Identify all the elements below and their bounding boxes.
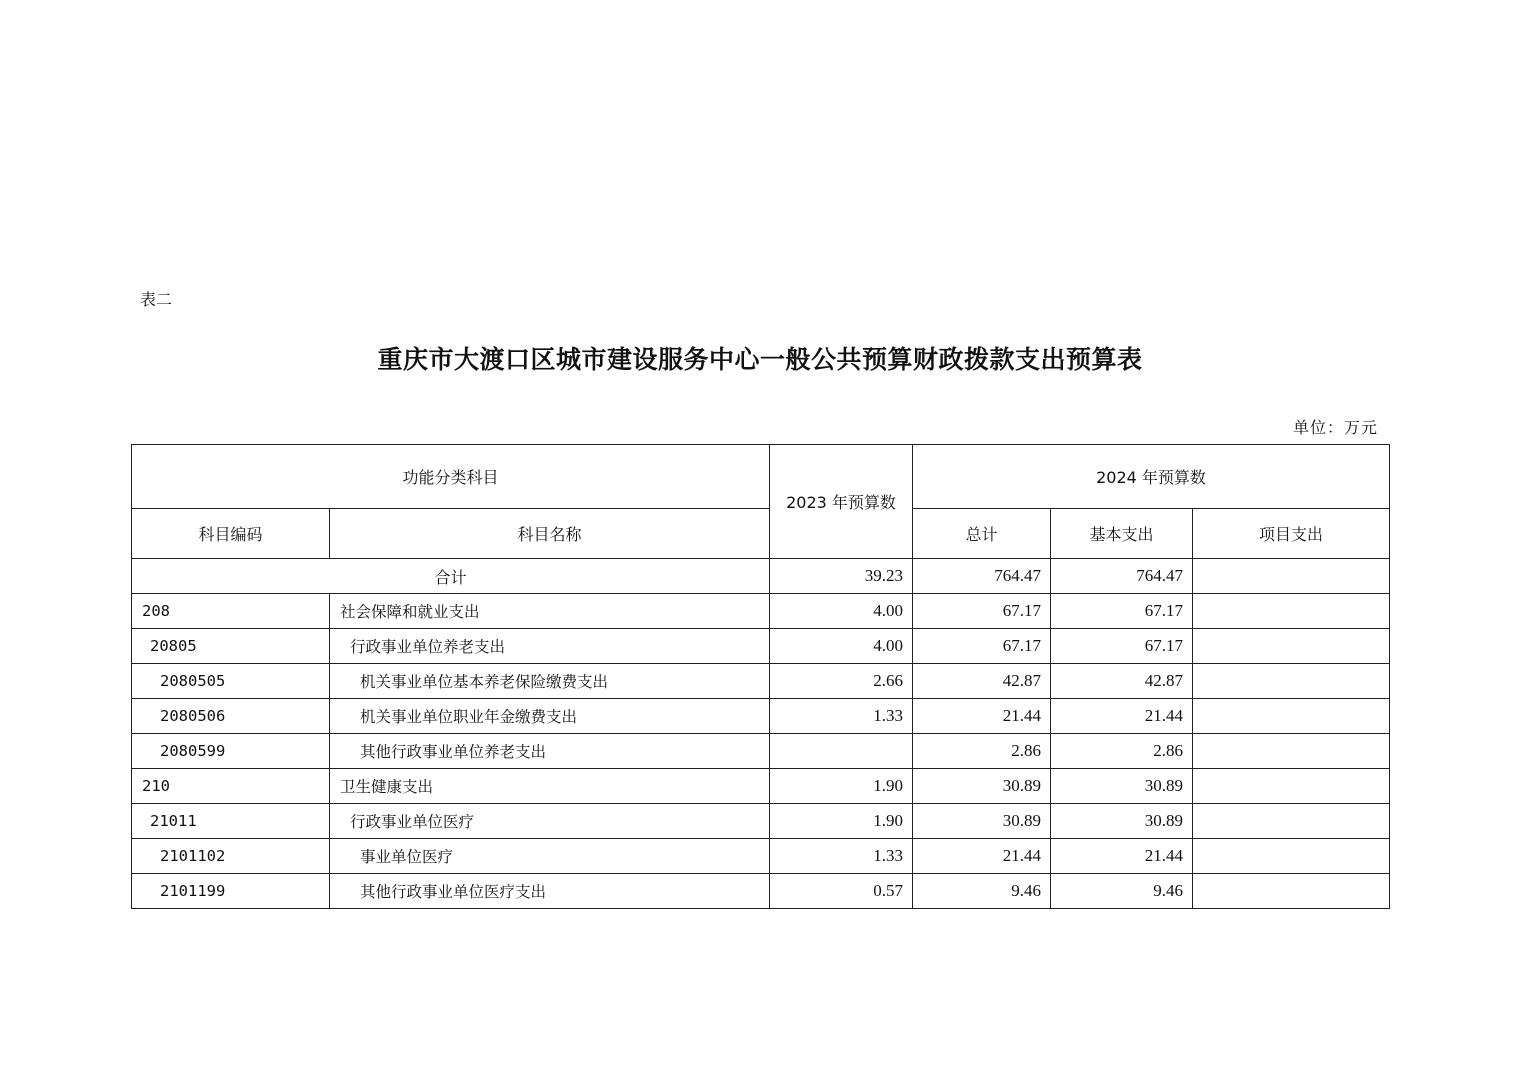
row-name: 机关事业单位基本养老保险缴费支出 (330, 664, 770, 699)
row-curr-basic: 30.89 (1051, 769, 1193, 804)
row-curr-basic: 21.44 (1051, 839, 1193, 874)
row-curr-total: 21.44 (913, 699, 1051, 734)
row-code: 2101102 (132, 839, 330, 874)
total-row (132, 559, 1390, 594)
row-curr-basic: 9.46 (1051, 874, 1193, 909)
row-curr-project (1193, 769, 1390, 804)
header-total: 总计 (913, 509, 1051, 559)
row-curr-project (1193, 629, 1390, 664)
row-curr-project (1193, 664, 1390, 699)
row-code: 2080599 (132, 734, 330, 769)
header-name: 科目名称 (330, 509, 770, 559)
row-curr-project (1193, 874, 1390, 909)
header-code: 科目编码 (132, 509, 330, 559)
row-prev-budget: 4.00 (770, 629, 913, 664)
row-code: 2080505 (132, 664, 330, 699)
budget-table (131, 444, 1390, 909)
row-prev-budget: 1.90 (770, 804, 913, 839)
row-prev-budget: 0.57 (770, 874, 913, 909)
total-label: 合计 (132, 559, 770, 594)
row-curr-project (1193, 594, 1390, 629)
row-prev-budget: 2.66 (770, 664, 913, 699)
header-project: 项目支出 (1193, 509, 1390, 559)
row-name: 行政事业单位医疗 (330, 804, 770, 839)
table-label: 表二 (140, 290, 173, 309)
header-prev-budget: 2023 年预算数 (770, 445, 913, 559)
row-curr-project (1193, 734, 1390, 769)
row-curr-project (1193, 804, 1390, 839)
row-prev-budget: 1.90 (770, 769, 913, 804)
row-curr-basic: 67.17 (1051, 594, 1193, 629)
total-curr-basic: 764.47 (1051, 559, 1193, 594)
table-row (132, 699, 1390, 734)
row-code: 2101199 (132, 874, 330, 909)
table-row (132, 769, 1390, 804)
row-curr-project (1193, 839, 1390, 874)
table-row (132, 629, 1390, 664)
row-code: 20805 (132, 629, 330, 664)
row-curr-total: 67.17 (913, 594, 1051, 629)
table-row (132, 594, 1390, 629)
row-code: 208 (132, 594, 330, 629)
row-curr-basic: 21.44 (1051, 699, 1193, 734)
table-row (132, 804, 1390, 839)
table-row (132, 839, 1390, 874)
row-curr-total: 30.89 (913, 804, 1051, 839)
row-curr-total: 2.86 (913, 734, 1051, 769)
total-curr-project (1193, 559, 1390, 594)
total-prev-budget: 39.23 (770, 559, 913, 594)
header-basic: 基本支出 (1051, 509, 1193, 559)
row-name: 行政事业单位养老支出 (330, 629, 770, 664)
table-row (132, 734, 1390, 769)
row-name: 卫生健康支出 (330, 769, 770, 804)
row-curr-project (1193, 699, 1390, 734)
row-prev-budget: 1.33 (770, 839, 913, 874)
row-curr-total: 42.87 (913, 664, 1051, 699)
row-curr-basic: 42.87 (1051, 664, 1193, 699)
row-prev-budget (770, 734, 913, 769)
row-curr-basic: 67.17 (1051, 629, 1193, 664)
document-title: 重庆市大渡口区城市建设服务中心一般公共预算财政拨款支出预算表 (377, 345, 1143, 374)
header-row-2 (132, 509, 1390, 559)
header-function-category: 功能分类科目 (132, 445, 770, 509)
row-name: 机关事业单位职业年金缴费支出 (330, 699, 770, 734)
row-code: 210 (132, 769, 330, 804)
row-prev-budget: 1.33 (770, 699, 913, 734)
row-name: 社会保障和就业支出 (330, 594, 770, 629)
row-prev-budget: 4.00 (770, 594, 913, 629)
row-curr-total: 30.89 (913, 769, 1051, 804)
table-row (132, 874, 1390, 909)
row-curr-basic: 2.86 (1051, 734, 1193, 769)
row-curr-total: 67.17 (913, 629, 1051, 664)
row-curr-basic: 30.89 (1051, 804, 1193, 839)
row-curr-total: 9.46 (913, 874, 1051, 909)
row-name: 其他行政事业单位医疗支出 (330, 874, 770, 909)
row-code: 2080506 (132, 699, 330, 734)
row-code: 21011 (132, 804, 330, 839)
row-curr-total: 21.44 (913, 839, 1051, 874)
total-curr-total: 764.47 (913, 559, 1051, 594)
table-row (132, 664, 1390, 699)
row-name: 事业单位医疗 (330, 839, 770, 874)
row-name: 其他行政事业单位养老支出 (330, 734, 770, 769)
unit-label: 单位：万元 (1292, 418, 1378, 437)
header-curr-budget: 2024 年预算数 (913, 445, 1390, 509)
header-row-1 (132, 445, 1390, 509)
